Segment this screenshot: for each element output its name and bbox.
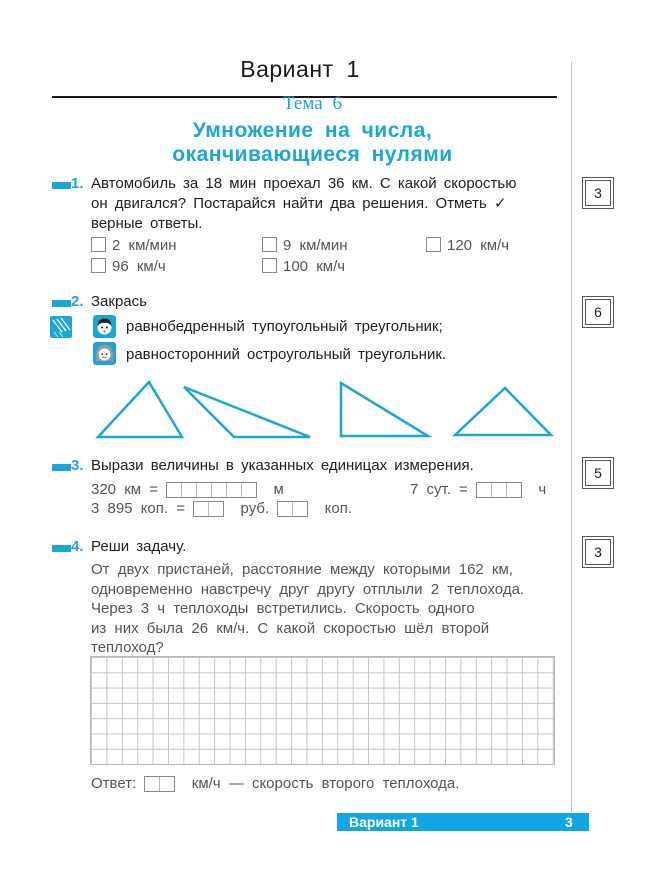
footer-variant: Вариант 1 [349,814,419,830]
checkbox[interactable] [91,237,106,252]
task-text-line: Автомобиль за 18 мин проехал 36 км. С какой скоростью [91,175,517,192]
answer-cells[interactable] [476,482,522,498]
colored-pencils-icon [50,316,72,338]
score-box: 3 [585,180,611,206]
conversion-expression: 3 895 коп. = [91,500,185,517]
score-box: 3 [585,539,611,565]
page-number: 3 [565,814,573,830]
task-marker [52,300,71,307]
problem-line: Через 3 ч теплоходы встретились. Скорость одного [91,600,475,617]
task-number: 1. [71,175,84,192]
task-text-line: верные ответы. [91,215,203,232]
checkbox[interactable] [262,258,277,273]
option-4[interactable] [91,258,166,275]
item-obtuse-isosceles: равнобедренный тупоугольный треугольник; [126,318,443,335]
checkbox[interactable] [91,258,106,273]
task-marker [52,545,71,552]
topic-title-line1: Умножение на числа, [192,119,433,142]
triangle-right[interactable] [341,383,428,436]
task-4-title: Реши задачу. [91,538,187,555]
conversion-kop-rub [91,500,352,517]
unit-label: м [273,481,284,498]
task-3-title: Вырази величины в указанных единицах измерения. [91,457,474,474]
answer-cells[interactable] [144,776,175,792]
solution-grid[interactable] [90,656,555,765]
conversion-expression: 7 сут. = [410,481,468,498]
topic-title [0,119,625,167]
task-number: 4. [71,538,84,555]
problem-text [91,560,556,658]
option-1[interactable] [91,237,177,254]
option-2[interactable] [262,237,348,254]
boy-face-icon [93,315,116,338]
score-box: 6 [585,299,611,325]
triangle-acute[interactable] [98,382,182,437]
option-3[interactable] [426,237,509,254]
triangles-figure [90,372,560,444]
conversion-expression: 320 км = [91,481,158,498]
conversion-days-hours [410,481,546,498]
problem-line: От двух пристаней, расстояние между которыми 162 км, [91,561,513,578]
footer-bar [337,813,589,831]
variant-title: Вариант 1 [240,56,360,82]
girl-face-icon [93,342,116,365]
option-label: 120 км/ч [447,237,510,254]
answer-cells[interactable] [277,501,308,517]
answer-line [91,775,459,792]
margin-line [571,62,572,812]
option-label: 96 км/ч [112,258,166,275]
task-number: 3. [71,457,84,474]
topic-label: Тема 6 [283,93,342,114]
task-marker [52,464,71,471]
answer-label: Ответ: [91,775,137,792]
option-label: 100 км/ч [283,258,346,275]
triangle-isosceles[interactable] [455,388,551,435]
checkbox[interactable] [426,237,441,252]
answer-cells[interactable] [166,482,257,498]
option-label: 2 км/мин [112,237,177,254]
task-2-title: Закрась [91,293,147,310]
checkbox[interactable] [262,237,277,252]
topic-title-line2: оканчивающиеся нулями [172,143,453,166]
problem-line: из них была 26 км/ч. С какой скоростью шёл второй [91,619,490,637]
task-1-text [91,174,561,234]
answer-cells[interactable] [193,501,224,517]
task-text-line: он двигался? Постарайся найти два решения. Отметь ✓ [91,195,507,212]
unit-label: коп. [324,500,353,517]
option-5[interactable] [262,258,345,275]
problem-line: теплоход? [91,639,164,656]
triangle-obtuse[interactable] [184,387,310,437]
task-number: 2. [71,293,84,310]
unit-label: ч [538,481,547,498]
problem-line: одновременно навстречу друг другу отплыли 2 теплохода. [91,580,525,598]
score-box: 5 [585,460,611,486]
task-marker [52,182,71,189]
option-label: 9 км/мин [283,237,348,254]
answer-suffix: км/ч — скорость второго теплохода. [191,775,460,792]
conversion-km-m [91,481,284,498]
unit-label: руб. [240,500,270,517]
item-equilateral-acute: равносторонний остроугольный треугольник. [126,346,447,363]
